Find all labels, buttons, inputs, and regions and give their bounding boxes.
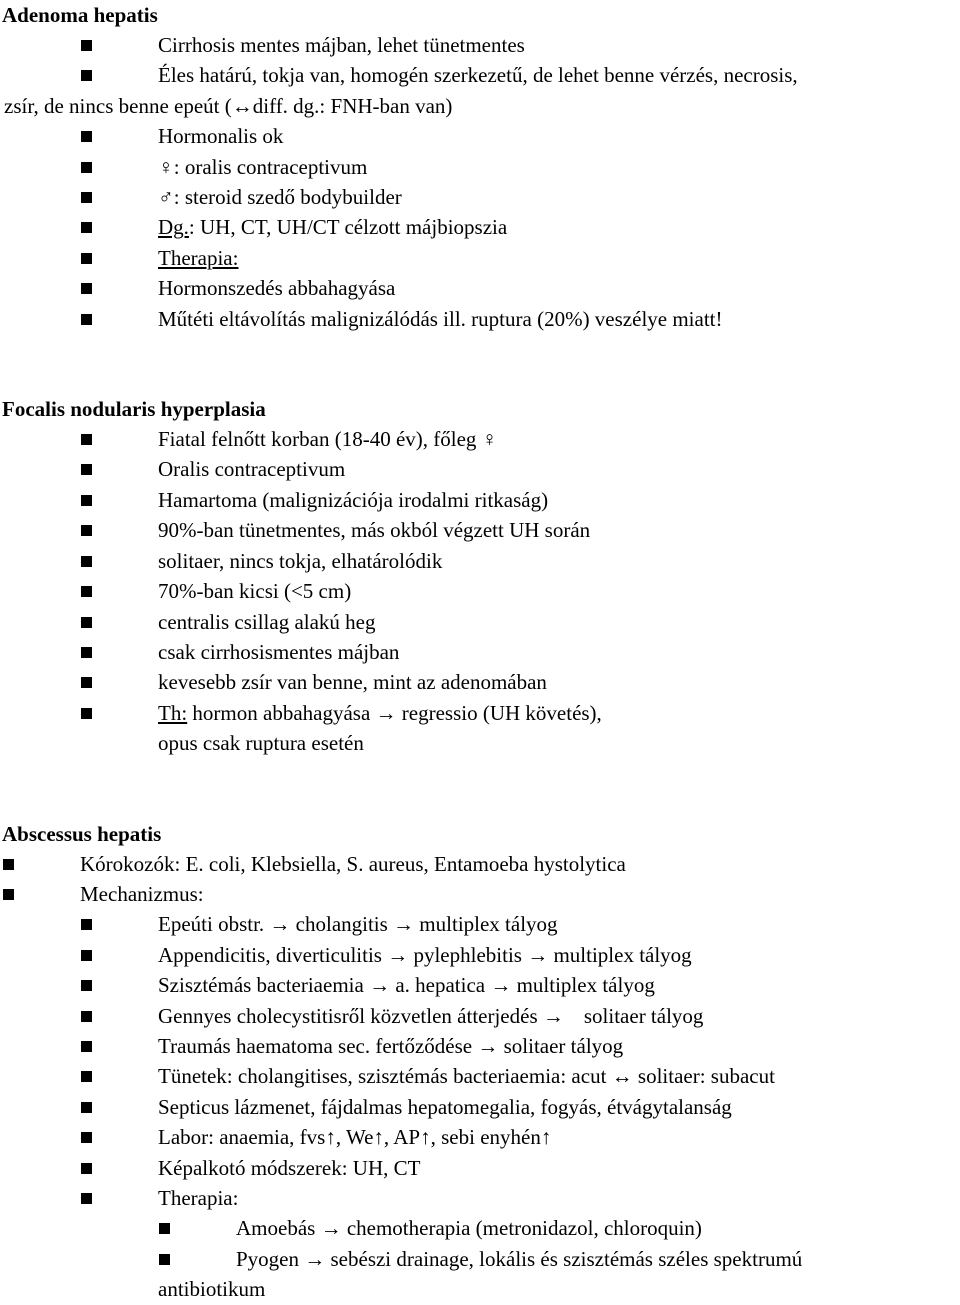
underlined-label: Th:	[158, 700, 188, 725]
square-bullet-icon	[81, 495, 92, 506]
square-bullet-icon	[81, 919, 92, 930]
square-bullet-icon	[81, 1163, 92, 1174]
list-item: Pyogen → sebészi drainage, lokális és szisztémás széles spektrumú antibiotikum	[2, 1244, 960, 1305]
list-item-continuation: opus csak ruptura esetén	[158, 731, 364, 756]
section-title: Focalis nodularis hyperplasia	[2, 397, 266, 422]
section-adenoma-hepatis	[2, 0, 960, 334]
section-abscessus-hepatis	[2, 819, 960, 1305]
square-bullet-icon	[81, 162, 92, 173]
list-item: Cirrhosis mentes májban, lehet tünetmentes	[2, 30, 960, 60]
list-item: Hormonalis ok	[2, 121, 960, 151]
square-bullet-icon	[81, 586, 92, 597]
list-item: ♂: steroid szedő bodybuilder	[2, 182, 960, 212]
list-item: Tünetek: cholangitises, szisztémás bacteriaemia: acut ↔ solitaer: subacut	[2, 1061, 960, 1091]
list-item: Mechanizmus:	[2, 879, 960, 909]
square-bullet-icon	[81, 708, 92, 719]
list-item: Traumás haematoma sec. fertőződése → solitaer tályog	[2, 1031, 960, 1061]
square-bullet-icon	[81, 1071, 92, 1082]
square-bullet-icon	[81, 617, 92, 628]
list-item: solitaer, nincs tokja, elhatárolódik	[2, 546, 960, 576]
list-item: Éles határú, tokja van, homogén szerkezetű, de lehet benne vérzés, necrosis, zsír, de nincs benne epeút (↔diff. dg.: FNH-ban van)	[2, 60, 960, 121]
square-bullet-icon	[81, 1193, 92, 1204]
square-bullet-icon	[81, 1041, 92, 1052]
square-bullet-icon	[81, 1102, 92, 1113]
underlined-label: Therapia:	[158, 245, 239, 270]
square-bullet-icon	[81, 950, 92, 961]
list-item: csak cirrhosismentes májban	[2, 637, 960, 667]
square-bullet-icon	[81, 434, 92, 445]
list-item: Th: hormon abbahagyása → regressio (UH követés), opus csak ruptura esetén	[2, 698, 960, 759]
square-bullet-icon	[81, 253, 92, 264]
list-item: Szisztémás bacteriaemia → a. hepatica → multiplex tályog	[2, 970, 960, 1000]
list-item: Hamartoma (malignizációja irodalmi ritkaság)	[2, 485, 960, 515]
section-title: Abscessus hepatis	[2, 821, 162, 846]
square-bullet-icon	[81, 556, 92, 567]
square-bullet-icon	[81, 70, 92, 81]
list-item: Képalkotó módszerek: UH, CT	[2, 1153, 960, 1183]
underlined-label: Dg.	[158, 215, 189, 240]
square-bullet-icon	[81, 222, 92, 233]
list-item: Műtéti eltávolítás malignizálódás ill. ruptura (20%) veszélye miatt!	[2, 304, 960, 334]
list-item: Labor: anaemia, fvs↑, We↑, AP↑, sebi enyhén↑	[2, 1122, 960, 1152]
bullet-list	[2, 849, 960, 1305]
list-item: Hormonszedés abbahagyása	[2, 273, 960, 303]
square-bullet-icon	[159, 1254, 170, 1265]
list-item: Kórokozók: E. coli, Klebsiella, S. aureus, Entamoeba hystolytica	[2, 849, 960, 879]
square-bullet-icon	[81, 314, 92, 325]
square-bullet-icon	[81, 677, 92, 688]
square-bullet-icon	[81, 131, 92, 142]
square-bullet-icon	[81, 1132, 92, 1143]
list-item: 70%-ban kicsi (<5 cm)	[2, 576, 960, 606]
square-bullet-icon	[81, 192, 92, 203]
list-item: 90%-ban tünetmentes, más okból végzett UH során	[2, 515, 960, 545]
section-focalis-nodularis-hyperplasia	[2, 394, 960, 758]
list-item-continuation: zsír, de nincs benne epeút (↔diff. dg.: FNH-ban van)	[4, 93, 453, 118]
list-item: Fiatal felnőtt korban (18-40 év), főleg ♀	[2, 424, 960, 454]
square-bullet-icon	[3, 859, 14, 870]
list-item: Gennyes cholecystitisről közvetlen átterjedés → solitaer tályog	[2, 1001, 960, 1031]
bullet-list	[2, 424, 960, 758]
square-bullet-icon	[81, 40, 92, 51]
square-bullet-icon	[159, 1223, 170, 1234]
list-item: kevesebb zsír van benne, mint az adenomában	[2, 667, 960, 697]
bullet-list	[2, 30, 960, 334]
square-bullet-icon	[81, 1011, 92, 1022]
list-item: Dg.: UH, CT, UH/CT célzott májbiopszia	[2, 212, 960, 242]
square-bullet-icon	[81, 647, 92, 658]
list-item: ♀: oralis contraceptivum	[2, 152, 960, 182]
square-bullet-icon	[81, 980, 92, 991]
list-item: Oralis contraceptivum	[2, 454, 960, 484]
list-item	[2, 243, 960, 273]
list-item: Amoebás → chemotherapia (metronidazol, chloroquin)	[2, 1213, 960, 1243]
list-item-continuation: antibiotikum	[158, 1277, 266, 1302]
list-item: centralis csillag alakú heg	[2, 607, 960, 637]
list-item: Epeúti obstr. → cholangitis → multiplex tályog	[2, 909, 960, 939]
square-bullet-icon	[81, 464, 92, 475]
section-title: Adenoma hepatis	[2, 3, 158, 27]
list-item: Appendicitis, diverticulitis → pylephlebitis → multiplex tályog	[2, 940, 960, 970]
square-bullet-icon	[81, 283, 92, 294]
square-bullet-icon	[81, 525, 92, 536]
list-item: Septicus lázmenet, fájdalmas hepatomegalia, fogyás, étvágytalanság	[2, 1092, 960, 1122]
list-item: Therapia:	[2, 1183, 960, 1213]
square-bullet-icon	[3, 889, 14, 900]
